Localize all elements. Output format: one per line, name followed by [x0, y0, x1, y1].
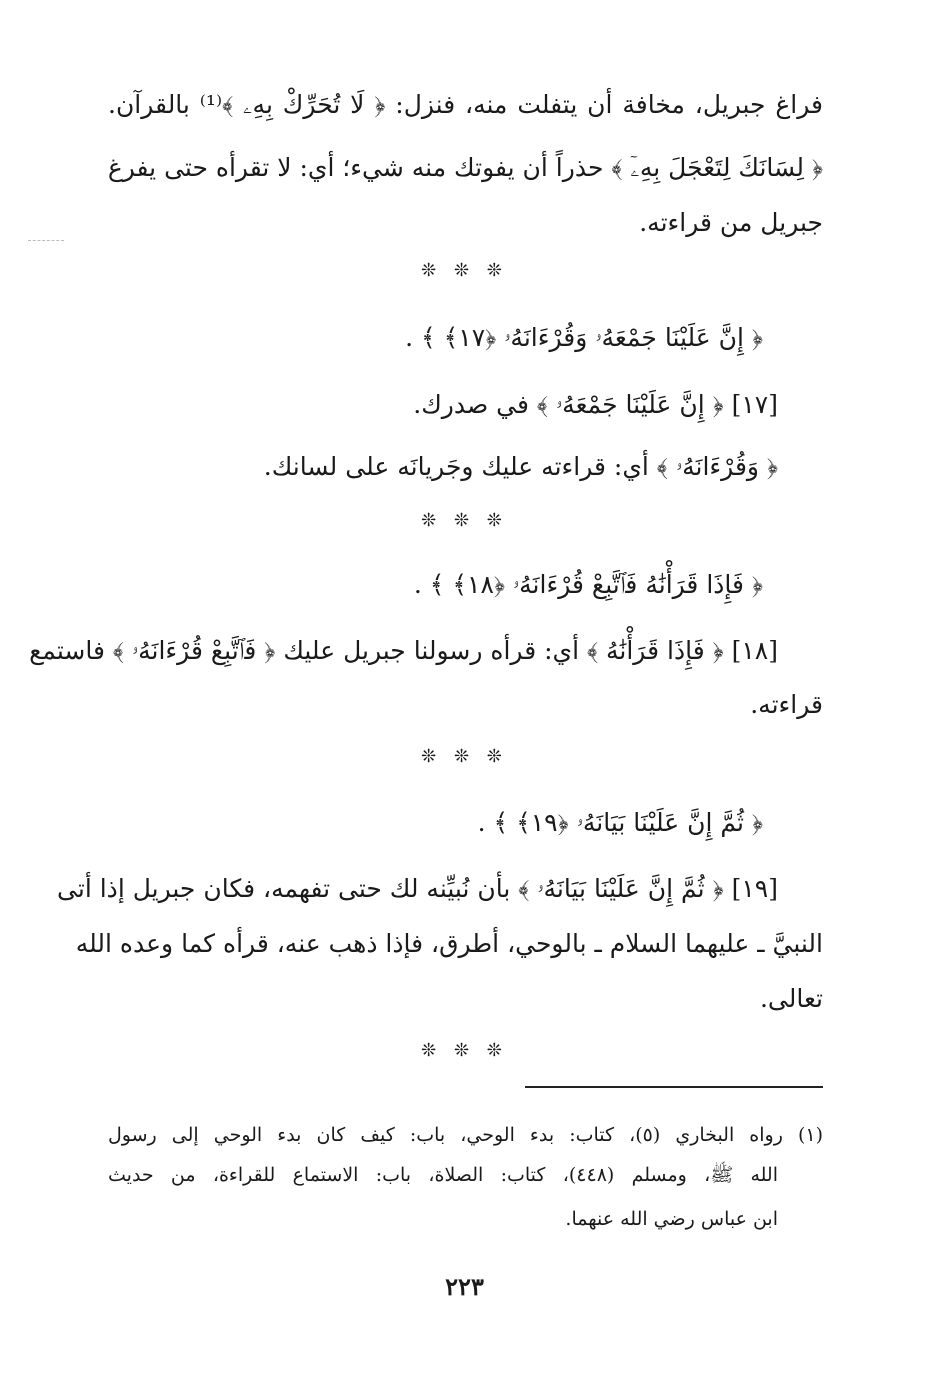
- scan-edge-mark: [28, 240, 64, 241]
- tafsir-19-line-2: النبيَّ ـ عليهما السلام ـ بالوحي، أطرق، فإذا ذهب عنه، قرأه كما وعده الله: [75, 929, 823, 958]
- tafsir-19-line-1: [١٩] ﴿ ثُمَّ إِنَّ عَلَيْنَا بَيَانَهُۥ ﴾ بأن نُبيِّنه لك حتى تفهمه، فكان جبريل إذا أتى: [57, 874, 778, 903]
- tafsir-19-line-3: تعالى.: [759, 984, 823, 1013]
- ayah-18: ﴿ فَإِذَا قَرَأْنَٰهُ فَٱتَّبِعْ قُرْءَانَهُۥ ﴿١٨﴾ ﴾ .: [413, 570, 763, 599]
- footnote-line-3: ابن عباس رضي الله عنهما.: [565, 1208, 778, 1230]
- tafsir-18-line-1: [١٨] ﴿ فَإِذَا قَرَأْنَٰهُ ﴾ أي: قرأه رسولنا جبريل عليك ﴿ فَٱتَّبِعْ قُرْءَانَهُۥ ﴾ فاستمع: [29, 636, 778, 665]
- body-line-1: فراغ جبريل، مخافة أن يتفلت منه، فنزل: ﴿ لَا تُحَرِّكْ بِهِۦ ﴾⁽¹⁾ بالقرآن.: [108, 90, 823, 119]
- tafsir-17-line-1: [١٧] ﴿ إِنَّ عَلَيْنَا جَمْعَهُۥ ﴾ في صدرك.: [413, 390, 778, 419]
- page-number: ٢٢٣: [445, 1272, 484, 1301]
- ayah-17: ﴿ إِنَّ عَلَيْنَا جَمْعَهُۥ وَقُرْءَانَهُۥ ﴿١٧﴾ ﴾ .: [405, 323, 763, 352]
- footnote-line-1: (١) رواه البخاري (٥)، كتاب: بدء الوحي، باب: كيف كان بدء الوحي إلى رسول: [108, 1124, 823, 1146]
- tafsir-17-line-2: ﴿ وَقُرْءَانَهُۥ ﴾ أي: قراءته عليك وجَريانَه على لسانك.: [263, 452, 778, 481]
- footnote-divider: [525, 1086, 823, 1088]
- body-line-3: جبريل من قراءته.: [639, 208, 823, 237]
- ayah-19: ﴿ ثُمَّ إِنَّ عَلَيْنَا بَيَانَهُۥ ﴿١٩﴾ ﴾ .: [477, 808, 763, 837]
- section-separator: ❊ ❊ ❊: [421, 746, 508, 767]
- section-separator: ❊ ❊ ❊: [421, 1040, 508, 1061]
- section-separator: ❊ ❊ ❊: [421, 510, 508, 531]
- section-separator: ❊ ❊ ❊: [421, 260, 508, 281]
- body-line-2: ﴿ لِسَانَكَ لِتَعْجَلَ بِهِۦٓ ﴾ حذراً أن يفوتك منه شيء؛ أي: لا تقرأه حتى يفرغ: [107, 153, 823, 182]
- tafsir-18-line-2: قراءته.: [750, 690, 823, 719]
- footnote-line-2: الله ﷺ، ومسلم (٤٤٨)، كتاب: الصلاة، باب: الاستماع للقراءة، من حديث: [108, 1164, 778, 1186]
